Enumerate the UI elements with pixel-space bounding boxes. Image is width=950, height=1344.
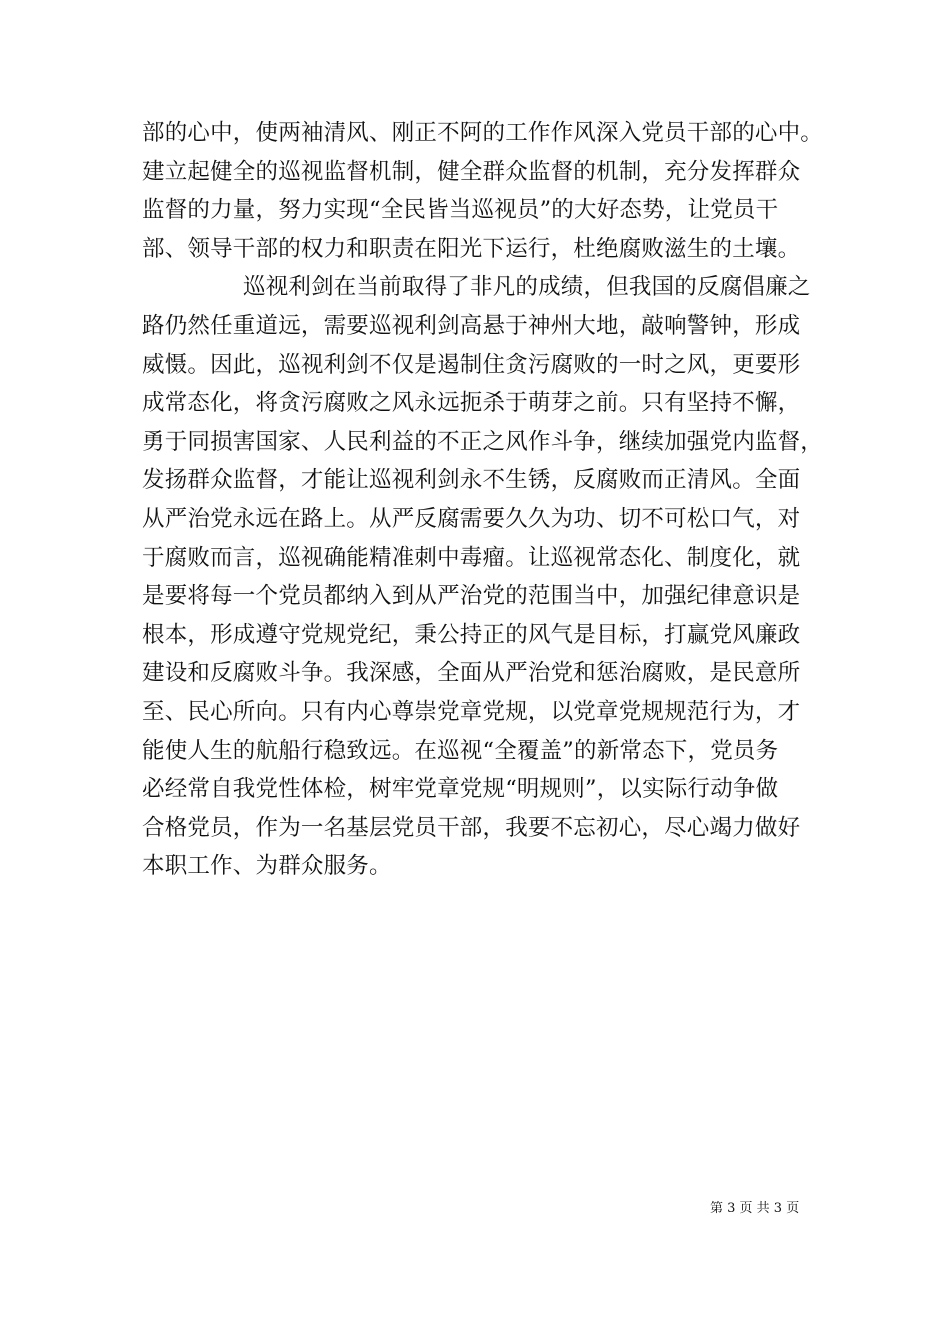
text-line: 从严治党永远在路上。从严反腐需要久久为功、切不可松口气，对	[142, 505, 801, 532]
text-line: 勇于同损害国家、人民利益的不正之风作斗争，继续加强党内监督，	[142, 428, 824, 455]
text-line: 建立起健全的巡视监督机制，健全群众监督的机制，充分发挥群众	[142, 158, 801, 185]
body-text	[142, 114, 822, 886]
text-line: 部、领导干部的权力和职责在阳光下运行，杜绝腐败滋生的土壤。	[142, 235, 801, 262]
text-line: 部的心中，使两袖清风、刚正不阿的工作作风深入党员干部的心中。	[142, 120, 824, 146]
text-line: 于腐败而言，巡视确能精准刺中毒瘤。让巡视常态化、制度化，就	[142, 544, 801, 571]
text-line: 威慑。因此，巡视利剑不仅是遏制住贪污腐败的一时之风，更要形	[142, 351, 801, 378]
text-line: 是要将每一个党员都纳入到从严治党的范围当中，加强纪律意识是	[142, 583, 801, 610]
text-line: 路仍然任重道远，需要巡视利剑高悬于神州大地，敲响警钟，形成	[142, 312, 801, 339]
paragraph-start-line: 巡视利剑在当前取得了非凡的成绩，但我国的反腐倡廉之	[243, 274, 811, 301]
text-line: 必经常自我党性体检，树牢党章党规“明规则”，以实际行动争做	[142, 776, 779, 803]
text-line: 合格党员，作为一名基层党员干部，我要不忘初心，尽心竭力做好	[142, 814, 801, 841]
text-line: 本职工作、为群众服务。	[142, 853, 392, 880]
text-line: 建设和反腐败斗争。我深感，全面从严治党和惩治腐败，是民意所	[142, 660, 801, 687]
text-line: 至、民心所向。只有内心尊崇党章党规，以党章党规规范行为，才	[142, 698, 801, 725]
text-line: 发扬群众监督，才能让巡视利剑永不生锈，反腐败而正清风。全面	[142, 467, 801, 494]
text-line: 监督的力量，努力实现“全民皆当巡视员”的大好态势，让党员干	[142, 197, 779, 224]
text-line: 能使人生的航船行稳致远。在巡视“全覆盖”的新常态下，党员务	[142, 737, 779, 764]
text-line: 根本，形成遵守党规党纪，秉公持正的风气是目标，打赢党风廉政	[142, 621, 801, 648]
page-number-footer: 第 3 页 共 3 页	[710, 1201, 800, 1216]
text-line: 成常态化，将贪污腐败之风永远扼杀于萌芽之前。只有坚持不懈，	[142, 390, 801, 417]
